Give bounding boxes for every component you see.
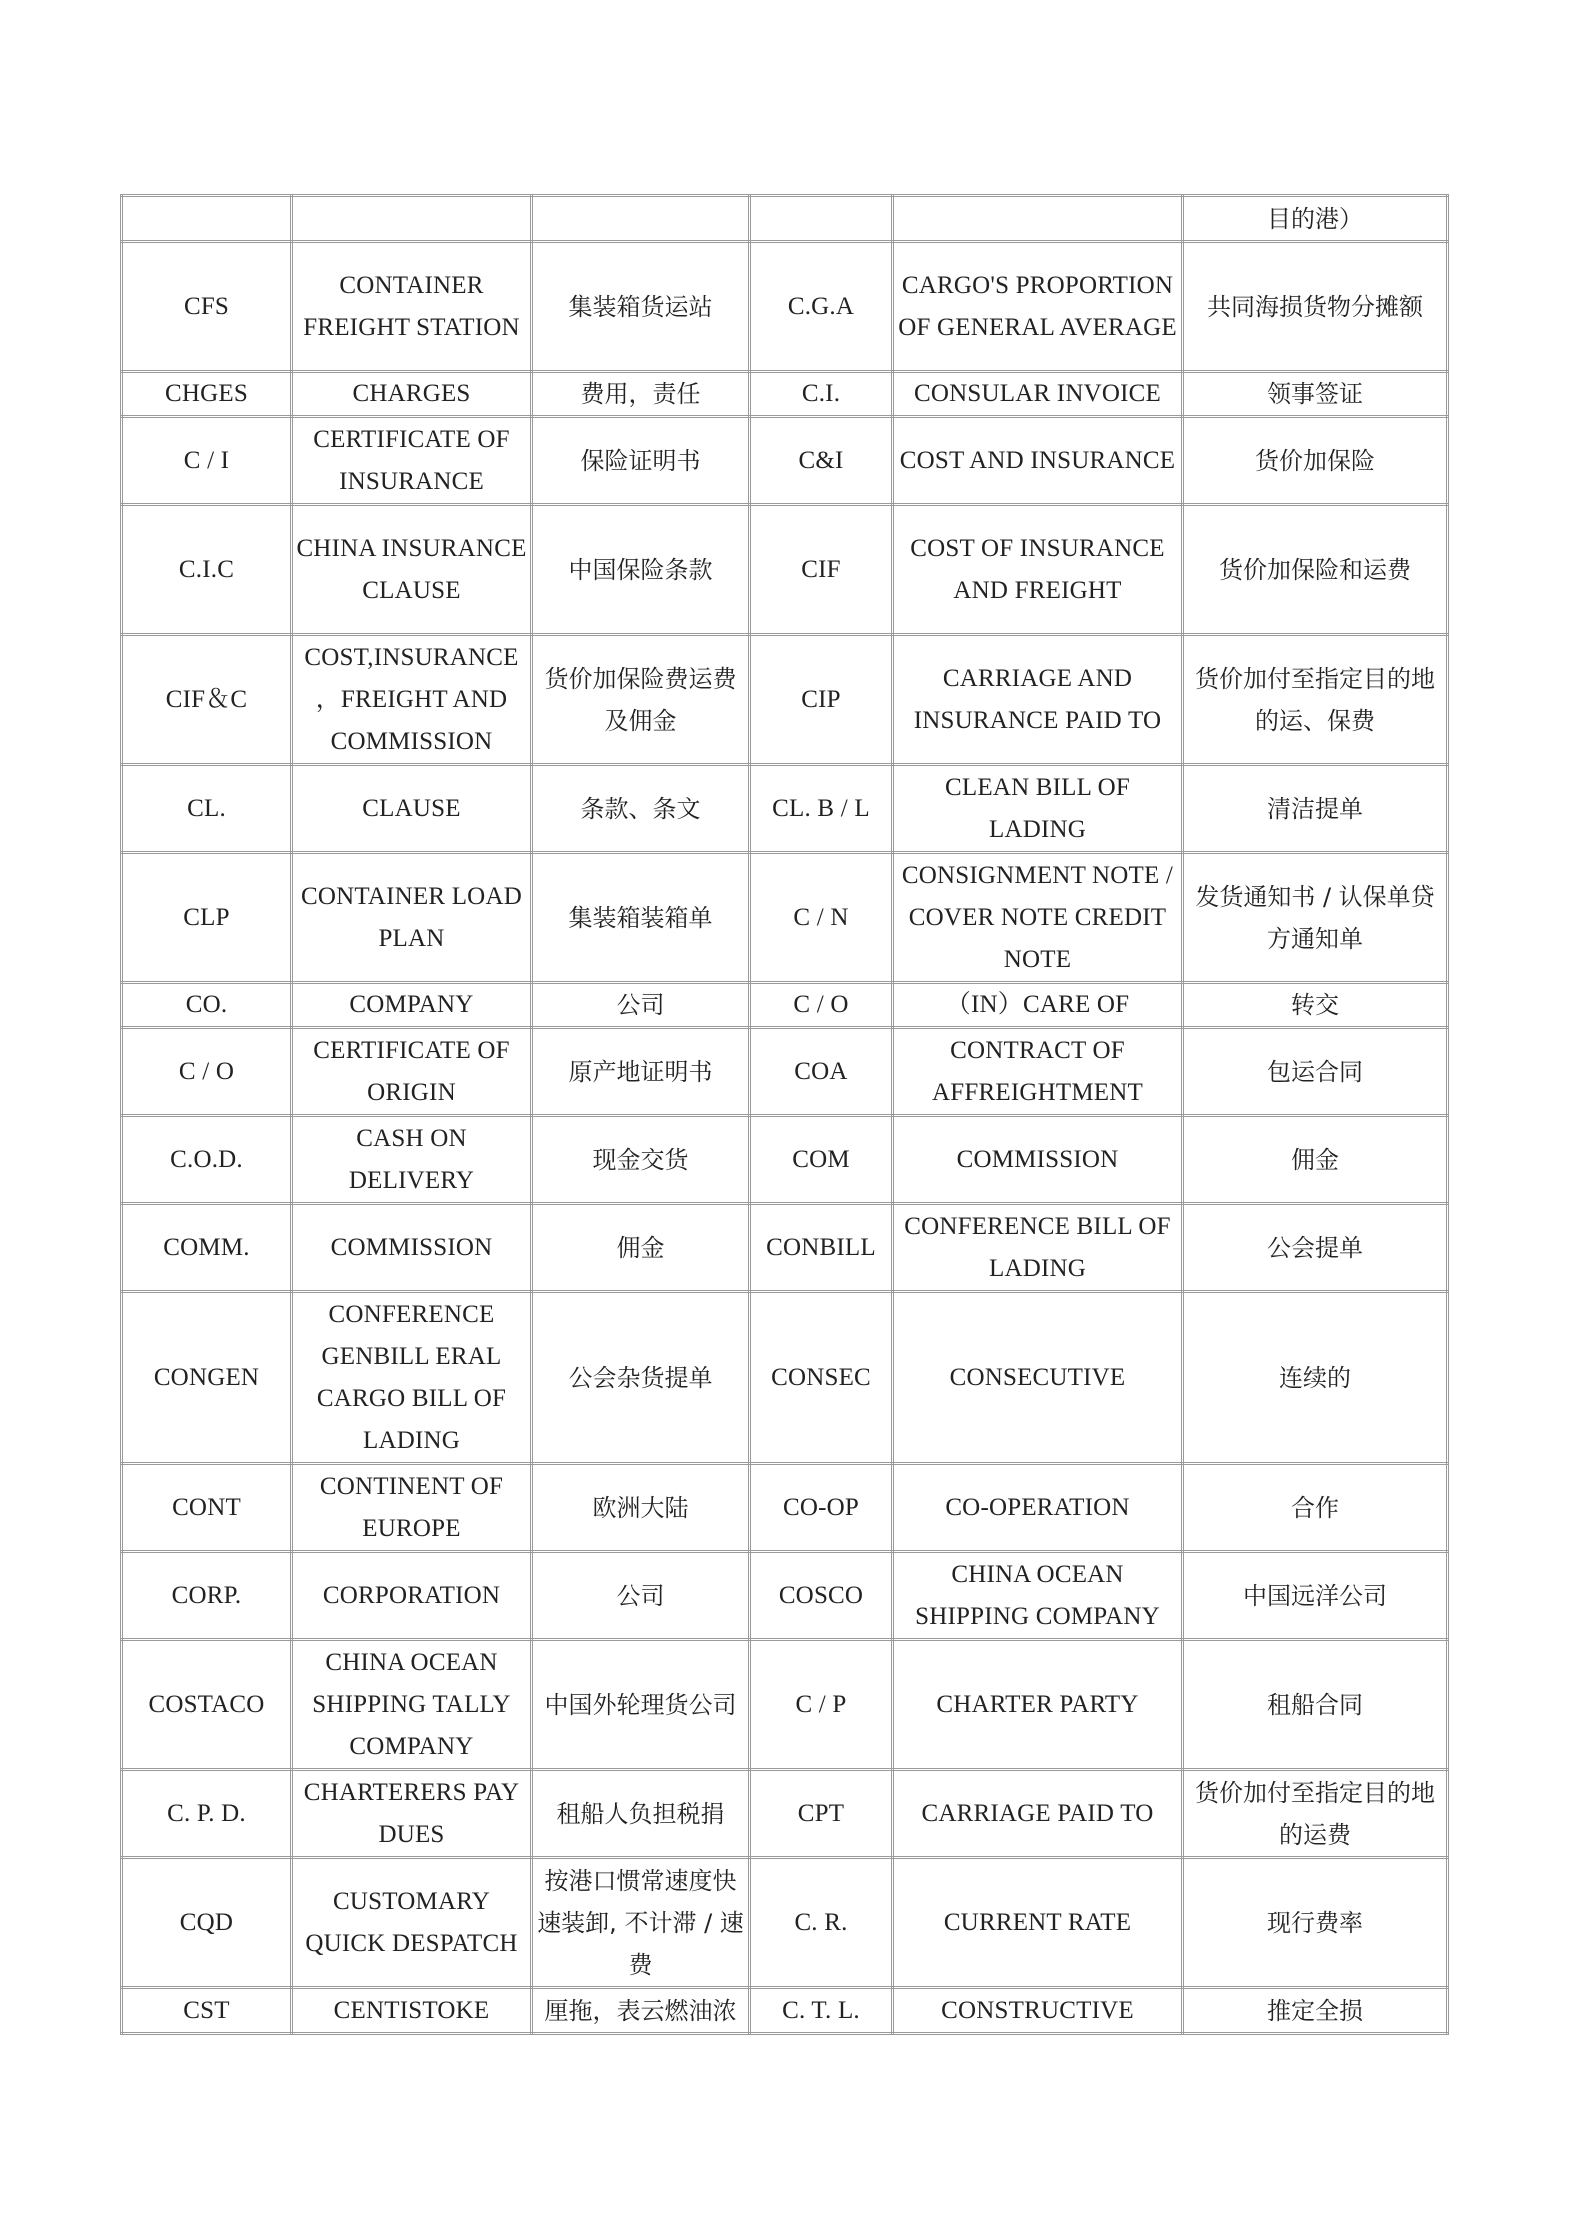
meaning-cell: 货价加保险和运费 bbox=[1183, 505, 1448, 635]
abbr-cell: CHGES bbox=[122, 372, 292, 417]
meaning-cell bbox=[532, 196, 750, 242]
meaning-cell: 集装箱货运站 bbox=[532, 242, 750, 372]
abbr-cell: C.I. bbox=[750, 372, 893, 417]
meaning-cell: 目的港） bbox=[1183, 196, 1448, 242]
term-cell: COST AND INSURANCE bbox=[893, 417, 1183, 505]
meaning-cell: 货价加保险费运费及佣金 bbox=[532, 635, 750, 765]
abbr-cell: CFS bbox=[122, 242, 292, 372]
table-row bbox=[122, 853, 1448, 983]
abbr-cell: CIP bbox=[750, 635, 893, 765]
meaning-cell: 公司 bbox=[532, 1552, 750, 1640]
term-cell: CONSECUTIVE bbox=[893, 1292, 1183, 1464]
abbr-cell: C. T. L. bbox=[750, 1988, 893, 2034]
meaning-cell: 现金交货 bbox=[532, 1116, 750, 1204]
meaning-cell: 厘拖，表云燃油浓 bbox=[532, 1988, 750, 2034]
term-cell: CASH ON DELIVERY bbox=[292, 1116, 532, 1204]
meaning-cell: 共同海损货物分摊额 bbox=[1183, 242, 1448, 372]
abbr-cell: CQD bbox=[122, 1858, 292, 1988]
meaning-cell: 原产地证明书 bbox=[532, 1028, 750, 1116]
table-row bbox=[122, 242, 1448, 372]
table-row bbox=[122, 1552, 1448, 1640]
meaning-cell: 集装箱装箱单 bbox=[532, 853, 750, 983]
abbr-cell bbox=[122, 196, 292, 242]
meaning-cell: 中国外轮理货公司 bbox=[532, 1640, 750, 1770]
term-cell: CARRIAGE AND INSURANCE PAID TO bbox=[893, 635, 1183, 765]
term-cell: CARGO'S PROPORTION OF GENERAL AVERAGE bbox=[893, 242, 1183, 372]
term-cell bbox=[292, 196, 532, 242]
abbr-cell: C / P bbox=[750, 1640, 893, 1770]
abbr-cell: CO. bbox=[122, 983, 292, 1028]
term-cell: CARRIAGE PAID TO bbox=[893, 1770, 1183, 1858]
table-row bbox=[122, 196, 1448, 242]
abbr-cell: CONGEN bbox=[122, 1292, 292, 1464]
abbr-cell: CL. B / L bbox=[750, 765, 893, 853]
table-row bbox=[122, 372, 1448, 417]
term-cell: CO-OPERATION bbox=[893, 1464, 1183, 1552]
meaning-cell: 现行费率 bbox=[1183, 1858, 1448, 1988]
term-cell: CHARTERERS PAY DUES bbox=[292, 1770, 532, 1858]
term-cell: CONSTRUCTIVE bbox=[893, 1988, 1183, 2034]
abbr-cell: C.O.D. bbox=[122, 1116, 292, 1204]
term-cell: CONTRACT OF AFFREIGHTMENT bbox=[893, 1028, 1183, 1116]
term-cell: CHINA OCEAN SHIPPING COMPANY bbox=[893, 1552, 1183, 1640]
abbr-cell: CONBILL bbox=[750, 1204, 893, 1292]
term-cell: CERTIFICATE OF INSURANCE bbox=[292, 417, 532, 505]
term-cell: CONTINENT OF EUROPE bbox=[292, 1464, 532, 1552]
term-cell: CURRENT RATE bbox=[893, 1858, 1183, 1988]
table-row bbox=[122, 983, 1448, 1028]
term-cell: CONTAINER FREIGHT STATION bbox=[292, 242, 532, 372]
term-cell: CHINA OCEAN SHIPPING TALLY COMPANY bbox=[292, 1640, 532, 1770]
meaning-cell: 合作 bbox=[1183, 1464, 1448, 1552]
meaning-cell: 公司 bbox=[532, 983, 750, 1028]
table-row bbox=[122, 635, 1448, 765]
meaning-cell: 欧洲大陆 bbox=[532, 1464, 750, 1552]
abbr-cell: C / O bbox=[750, 983, 893, 1028]
table-row bbox=[122, 1116, 1448, 1204]
term-cell: CERTIFICATE OF ORIGIN bbox=[292, 1028, 532, 1116]
term-cell: COMMISSION bbox=[292, 1204, 532, 1292]
table-row bbox=[122, 417, 1448, 505]
meaning-cell: 领事签证 bbox=[1183, 372, 1448, 417]
table-row bbox=[122, 1204, 1448, 1292]
meaning-cell: 中国保险条款 bbox=[532, 505, 750, 635]
abbr-cell: CONT bbox=[122, 1464, 292, 1552]
meaning-cell: 连续的 bbox=[1183, 1292, 1448, 1464]
abbr-cell: C.I.C bbox=[122, 505, 292, 635]
table-row bbox=[122, 1988, 1448, 2034]
term-cell bbox=[893, 196, 1183, 242]
abbr-cell: C / O bbox=[122, 1028, 292, 1116]
abbr-cell: C. R. bbox=[750, 1858, 893, 1988]
abbr-cell: CO-OP bbox=[750, 1464, 893, 1552]
abbr-cell bbox=[750, 196, 893, 242]
term-cell: （IN）CARE OF bbox=[893, 983, 1183, 1028]
abbr-cell: CST bbox=[122, 1988, 292, 2034]
meaning-cell: 货价加付至指定目的地的运费 bbox=[1183, 1770, 1448, 1858]
table-row bbox=[122, 1028, 1448, 1116]
meaning-cell: 费用，责任 bbox=[532, 372, 750, 417]
abbr-cell: CLP bbox=[122, 853, 292, 983]
meaning-cell: 佣金 bbox=[1183, 1116, 1448, 1204]
meaning-cell: 推定全损 bbox=[1183, 1988, 1448, 2034]
table-row bbox=[122, 765, 1448, 853]
term-cell: CHARGES bbox=[292, 372, 532, 417]
abbr-cell: C. P. D. bbox=[122, 1770, 292, 1858]
term-cell: CONSIGNMENT NOTE / COVER NOTE CREDIT NOTE bbox=[893, 853, 1183, 983]
table-row bbox=[122, 1292, 1448, 1464]
meaning-cell: 按港口惯常速度快速装卸, 不计滞 / 速费 bbox=[532, 1858, 750, 1988]
meaning-cell: 中国远洋公司 bbox=[1183, 1552, 1448, 1640]
abbr-cell: CORP. bbox=[122, 1552, 292, 1640]
abbr-cell: COM bbox=[750, 1116, 893, 1204]
term-cell: COST,INSURANCE ，FREIGHT AND COMMISSION bbox=[292, 635, 532, 765]
meaning-cell: 包运合同 bbox=[1183, 1028, 1448, 1116]
table-row bbox=[122, 1858, 1448, 1988]
abbr-cell: CL. bbox=[122, 765, 292, 853]
meaning-cell: 公会提单 bbox=[1183, 1204, 1448, 1292]
term-cell: CONFERENCE GENBILL ERAL CARGO BILL OF LADING bbox=[292, 1292, 532, 1464]
term-cell: COMPANY bbox=[292, 983, 532, 1028]
table-row bbox=[122, 1464, 1448, 1552]
term-cell: CONFERENCE BILL OF LADING bbox=[893, 1204, 1183, 1292]
abbr-cell: CONSEC bbox=[750, 1292, 893, 1464]
abbr-cell: COMM. bbox=[122, 1204, 292, 1292]
term-cell: CLAUSE bbox=[292, 765, 532, 853]
meaning-cell: 清洁提单 bbox=[1183, 765, 1448, 853]
term-cell: CORPORATION bbox=[292, 1552, 532, 1640]
abbr-cell: COSCO bbox=[750, 1552, 893, 1640]
table-row bbox=[122, 1770, 1448, 1858]
meaning-cell: 租船人负担税捐 bbox=[532, 1770, 750, 1858]
abbreviation-table bbox=[120, 194, 1449, 2035]
abbr-cell: CIF＆C bbox=[122, 635, 292, 765]
term-cell: CHINA INSURANCE CLAUSE bbox=[292, 505, 532, 635]
meaning-cell: 佣金 bbox=[532, 1204, 750, 1292]
meaning-cell: 发货通知书 / 认保单贷方通知单 bbox=[1183, 853, 1448, 983]
term-cell: CONSULAR INVOICE bbox=[893, 372, 1183, 417]
abbr-cell: COA bbox=[750, 1028, 893, 1116]
meaning-cell: 货价加保险 bbox=[1183, 417, 1448, 505]
meaning-cell: 租船合同 bbox=[1183, 1640, 1448, 1770]
meaning-cell: 保险证明书 bbox=[532, 417, 750, 505]
term-cell: CENTISTOKE bbox=[292, 1988, 532, 2034]
table-body bbox=[122, 196, 1448, 2034]
term-cell: CLEAN BILL OF LADING bbox=[893, 765, 1183, 853]
meaning-cell: 条款、条文 bbox=[532, 765, 750, 853]
abbr-cell: CIF bbox=[750, 505, 893, 635]
term-cell: CHARTER PARTY bbox=[893, 1640, 1183, 1770]
abbr-cell: C / I bbox=[122, 417, 292, 505]
abbr-cell: C&I bbox=[750, 417, 893, 505]
meaning-cell: 转交 bbox=[1183, 983, 1448, 1028]
table-row bbox=[122, 1640, 1448, 1770]
term-cell: CUSTOMARY QUICK DESPATCH bbox=[292, 1858, 532, 1988]
meaning-cell: 货价加付至指定目的地的运、保费 bbox=[1183, 635, 1448, 765]
term-cell: COST OF INSURANCE AND FREIGHT bbox=[893, 505, 1183, 635]
abbr-cell: COSTACO bbox=[122, 1640, 292, 1770]
term-cell: CONTAINER LOAD PLAN bbox=[292, 853, 532, 983]
term-cell: COMMISSION bbox=[893, 1116, 1183, 1204]
abbr-cell: C / N bbox=[750, 853, 893, 983]
table-row bbox=[122, 505, 1448, 635]
abbr-cell: CPT bbox=[750, 1770, 893, 1858]
meaning-cell: 公会杂货提单 bbox=[532, 1292, 750, 1464]
abbr-cell: C.G.A bbox=[750, 242, 893, 372]
